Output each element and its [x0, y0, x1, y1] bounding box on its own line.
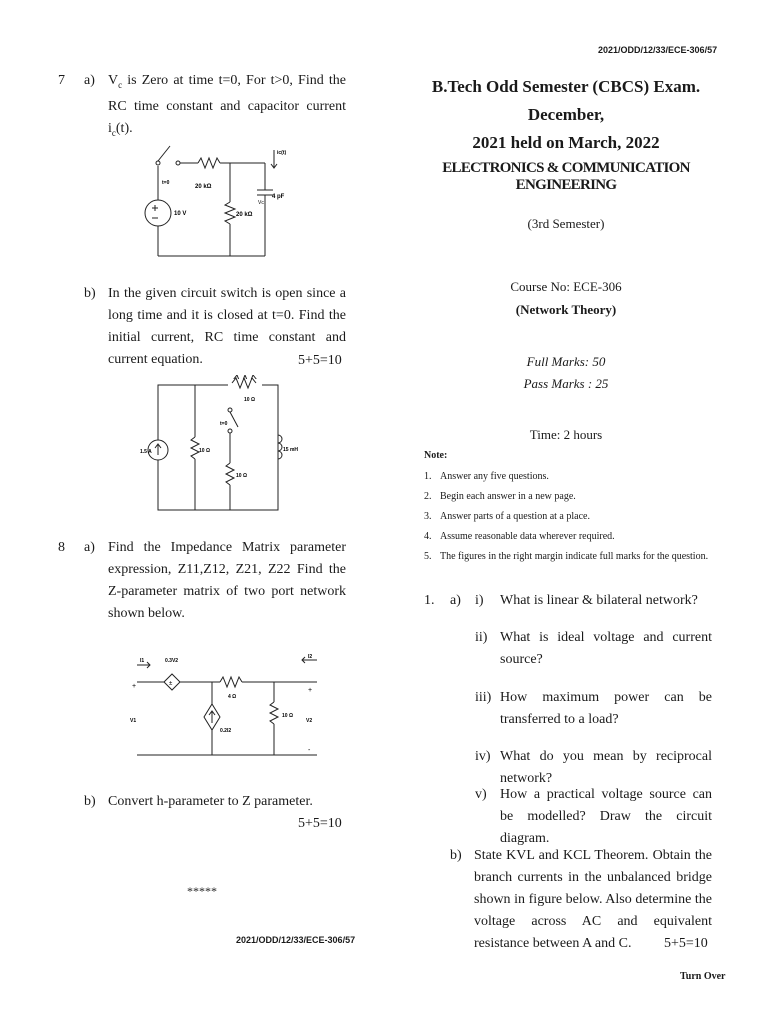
- q1a-sub-v-num: v): [475, 787, 487, 802]
- circuit-7a-r2-label: 20 kΩ: [236, 212, 253, 218]
- q1a-sub-ii-text: What is ideal voltage and current source?: [500, 630, 712, 667]
- circuit-8-v1-plus: +: [132, 683, 137, 690]
- circuit-7b-inductor-label: 15 mH: [283, 447, 299, 453]
- exam-time: Time: 2 hours: [529, 427, 603, 442]
- note-item: 4. Assume reasonable data wherever required.: [424, 531, 615, 542]
- pass-marks: Pass Marks : 25: [523, 376, 609, 391]
- circuit-7a-current-label: ic(t): [277, 150, 287, 156]
- circuit-7b-r1-label: 10 Ω: [199, 448, 210, 454]
- circuit-8-rshunt-label: 10 Ω: [282, 713, 293, 719]
- circuit-7a-switch-label: t=0: [162, 180, 170, 186]
- q1a-sub-iv-text: What do you mean by reciprocal network?: [500, 749, 712, 786]
- course-name: (Network Theory): [515, 302, 617, 317]
- question-8a-text: Find the Impedance Matrix parameter expression, Z11,Z12, Z21, Z22 Find the Z-parameter matrix of two port network shown below.: [108, 540, 346, 621]
- q1a-sub-iv-num: iv): [475, 749, 491, 764]
- circuit-8-depv-label: 0.3V2: [165, 658, 179, 664]
- question-1-number: 1.: [424, 593, 435, 608]
- note-item: 5. The figures in the right margin indicate full marks for the question.: [424, 551, 709, 562]
- circuit-8-i2-label: I2: [308, 654, 313, 660]
- question-8-marks: 5+5=10: [298, 816, 342, 831]
- circuit-7a-source-label: 10 V: [174, 211, 187, 217]
- question-8b-text: Convert h-parameter to Z parameter.: [108, 794, 313, 809]
- department-name: ELECTRONICS & COMMUNICATION ENGINEERING: [442, 160, 690, 193]
- course-number: Course No: ECE-306: [510, 279, 622, 294]
- q1a-sub-iii-num: iii): [475, 690, 492, 705]
- circuit-7b-source-label: 1.5 A: [140, 449, 152, 455]
- circuit-7a-r1-label: 20 kΩ: [195, 184, 212, 190]
- question-7-number: 7: [58, 73, 65, 88]
- question-8-number: 8: [58, 540, 65, 555]
- question-1a-label: a): [450, 593, 461, 608]
- circuit-8-i1-label: I1: [140, 658, 145, 664]
- question-8b-label: b): [84, 794, 96, 809]
- note-item: 2. Begin each answer in a new page.: [424, 491, 576, 502]
- exam-title: [408, 73, 724, 157]
- circuit-7b-diagram: [138, 375, 303, 515]
- paper-code-bottom: 2021/ODD/12/33/ECE-306/57: [236, 935, 356, 945]
- exam-title-line-2: 2021 held on March, 2022: [472, 133, 660, 152]
- question-7a-label: a): [84, 73, 95, 88]
- note-list: [424, 467, 724, 567]
- question-7-marks: 5+5=10: [298, 353, 342, 368]
- q1a-sub-i-num: i): [475, 593, 484, 608]
- end-stars: *****: [187, 884, 217, 898]
- circuit-7a-cap-label: 4 pF: [272, 194, 285, 200]
- circuit-8-rseries-label: 4 Ω: [228, 694, 237, 700]
- circuit-7b-rsw-label: 10 Ω: [236, 473, 247, 479]
- circuit-8-v2-minus: -: [308, 747, 311, 754]
- question-1-marks: 5+5=10: [664, 936, 708, 951]
- circuit-8-v2-plus: +: [308, 687, 313, 694]
- semester: (3rd Semester): [527, 216, 605, 231]
- q1a-sub-i-text: What is linear & bilateral network?: [500, 593, 698, 608]
- paper-code-top: 2021/ODD/12/33/ECE-306/57: [598, 45, 718, 55]
- turn-over: Turn Over: [680, 971, 726, 982]
- note-item: 1. Answer any five questions.: [424, 471, 549, 482]
- circuit-8-diagram: [122, 640, 327, 770]
- circuit-7a-diagram: [140, 128, 300, 258]
- q1a-sub-v-text: How a practical voltage source can be modelled? Draw the circuit diagram.: [500, 787, 712, 846]
- circuit-8-depv-sign: ±: [169, 681, 173, 687]
- circuit-8-v2-label: V2: [306, 718, 313, 724]
- circuit-7a-vc-label: Vc: [258, 200, 264, 206]
- circuit-8-depi-label: 0.2I2: [220, 728, 232, 734]
- q1a-sub-iii-text: How maximum power can be transferred to a load?: [500, 690, 712, 727]
- question-7b-label: b): [84, 286, 96, 301]
- question-8a-label: a): [84, 540, 95, 555]
- note-heading: Note:: [424, 450, 448, 461]
- circuit-7b-switch-label: t=0: [220, 421, 228, 427]
- q1a-sub-ii-num: ii): [475, 630, 488, 645]
- circuit-8-v1-label: V1: [130, 718, 137, 724]
- question-7b-text: In the given circuit switch is open since a long time and it is closed at t=0. Find the initial current, RC time constant and current equation.: [108, 286, 346, 367]
- note-item: 3. Answer parts of a question at a place.: [424, 511, 590, 522]
- question-1b-text: State KVL and KCL Theorem. Obtain the branch currents in the unbalanced bridge shown in figure below. Also determine the voltage across AC and equivalent resistance between A and C.: [474, 848, 712, 951]
- full-marks: Full Marks: 50: [526, 354, 606, 369]
- question-1b-label: b): [450, 848, 462, 863]
- exam-title-line-1: B.Tech Odd Semester (CBCS) Exam. December,: [431, 77, 701, 124]
- circuit-7b-rtop-label: 10 Ω: [244, 397, 255, 403]
- question-7a-text: $V_c$ is Zero at time t=0, For t>0, Find the RC time constant and capacitor current $i_c(t)$.: [108, 73, 346, 138]
